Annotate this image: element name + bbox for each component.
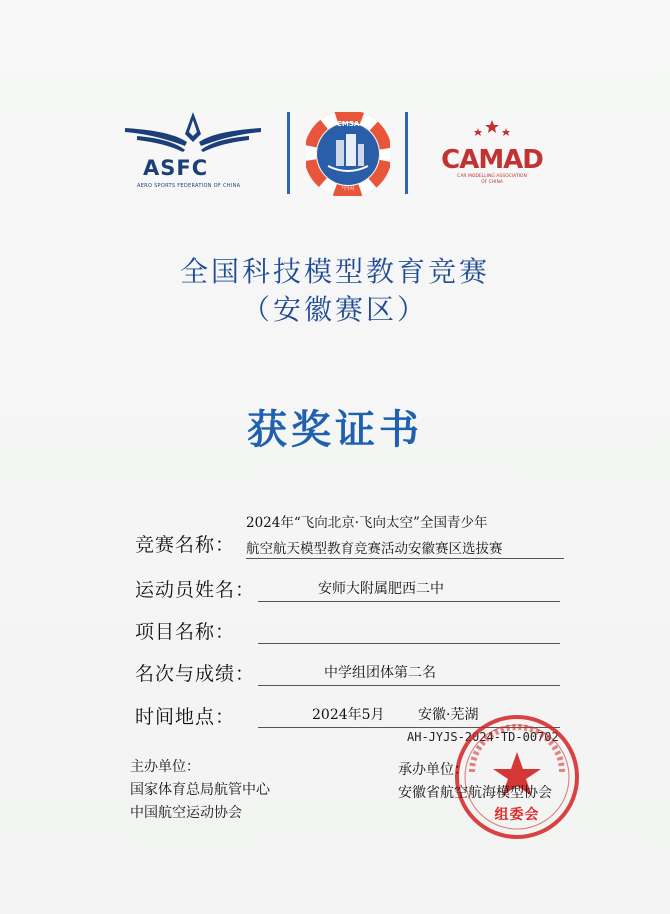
field-underline [258,643,560,644]
field-underline [258,601,560,602]
asfc-name: ASFC [143,156,209,180]
cmsa-top-text: CMSA [336,120,360,128]
place-value: 安徽·芜湖 [418,707,479,723]
serial-number: AH-JYJS-2024-TD-00702 [407,730,559,744]
competition-title: 全国科技模型教育竞赛 [179,255,490,288]
athlete-name-label: 运动员姓名： [135,579,256,601]
host-block [398,759,552,805]
asfc-wings-icon [125,112,261,160]
time-value: 2024年5月 [312,707,385,723]
organizer-label: 主办单位： [130,759,200,775]
ranking-label: 名次与成绩： [135,663,256,685]
competition-name-label: 竞赛名称： [135,534,236,556]
cmsa-bottom-text: 中国 [341,185,355,192]
camad-subtitle: CAR MODELLING ASSOCIATION OF CHINA [457,174,527,185]
organizer-block [130,756,270,825]
camad-name: CAMAD [441,145,543,174]
cmsa-logo [306,112,390,196]
asfc-subtitle: AERO SPORTS FEDERATION OF CHINA [137,183,241,189]
logo-divider [405,112,408,194]
camad-logo [440,118,544,192]
ranking-value: 中学组团体第二名 [324,665,436,681]
logo-divider [287,112,290,194]
star-icon [474,120,510,136]
competition-name-value-line1: 2024年“飞向北京·飞向太空”全国青少年 [246,515,488,531]
field-underline [246,558,564,559]
seal-text: 组委会 [494,807,540,823]
asfc-logo [125,112,261,192]
time-place-label: 时间地点： [135,706,236,728]
competition-name-value-line2: 航空航天模型教育竞赛活动安徽赛区选拔赛 [246,541,503,557]
organizer-line-1: 国家体育总局航管中心 [130,782,270,798]
event-name-label: 项目名称： [135,621,236,643]
certificate-heading: 获奖证书 [247,407,423,453]
field-underline [258,685,560,686]
host-label: 承办单位： [398,762,468,778]
athlete-name-value: 安师大附属肥西二中 [318,581,444,597]
host-line-1: 安徽省航空航海模型协会 [398,785,552,801]
competition-region: （安徽赛区） [241,293,428,326]
organizer-line-2: 中国航空运动协会 [130,805,242,821]
